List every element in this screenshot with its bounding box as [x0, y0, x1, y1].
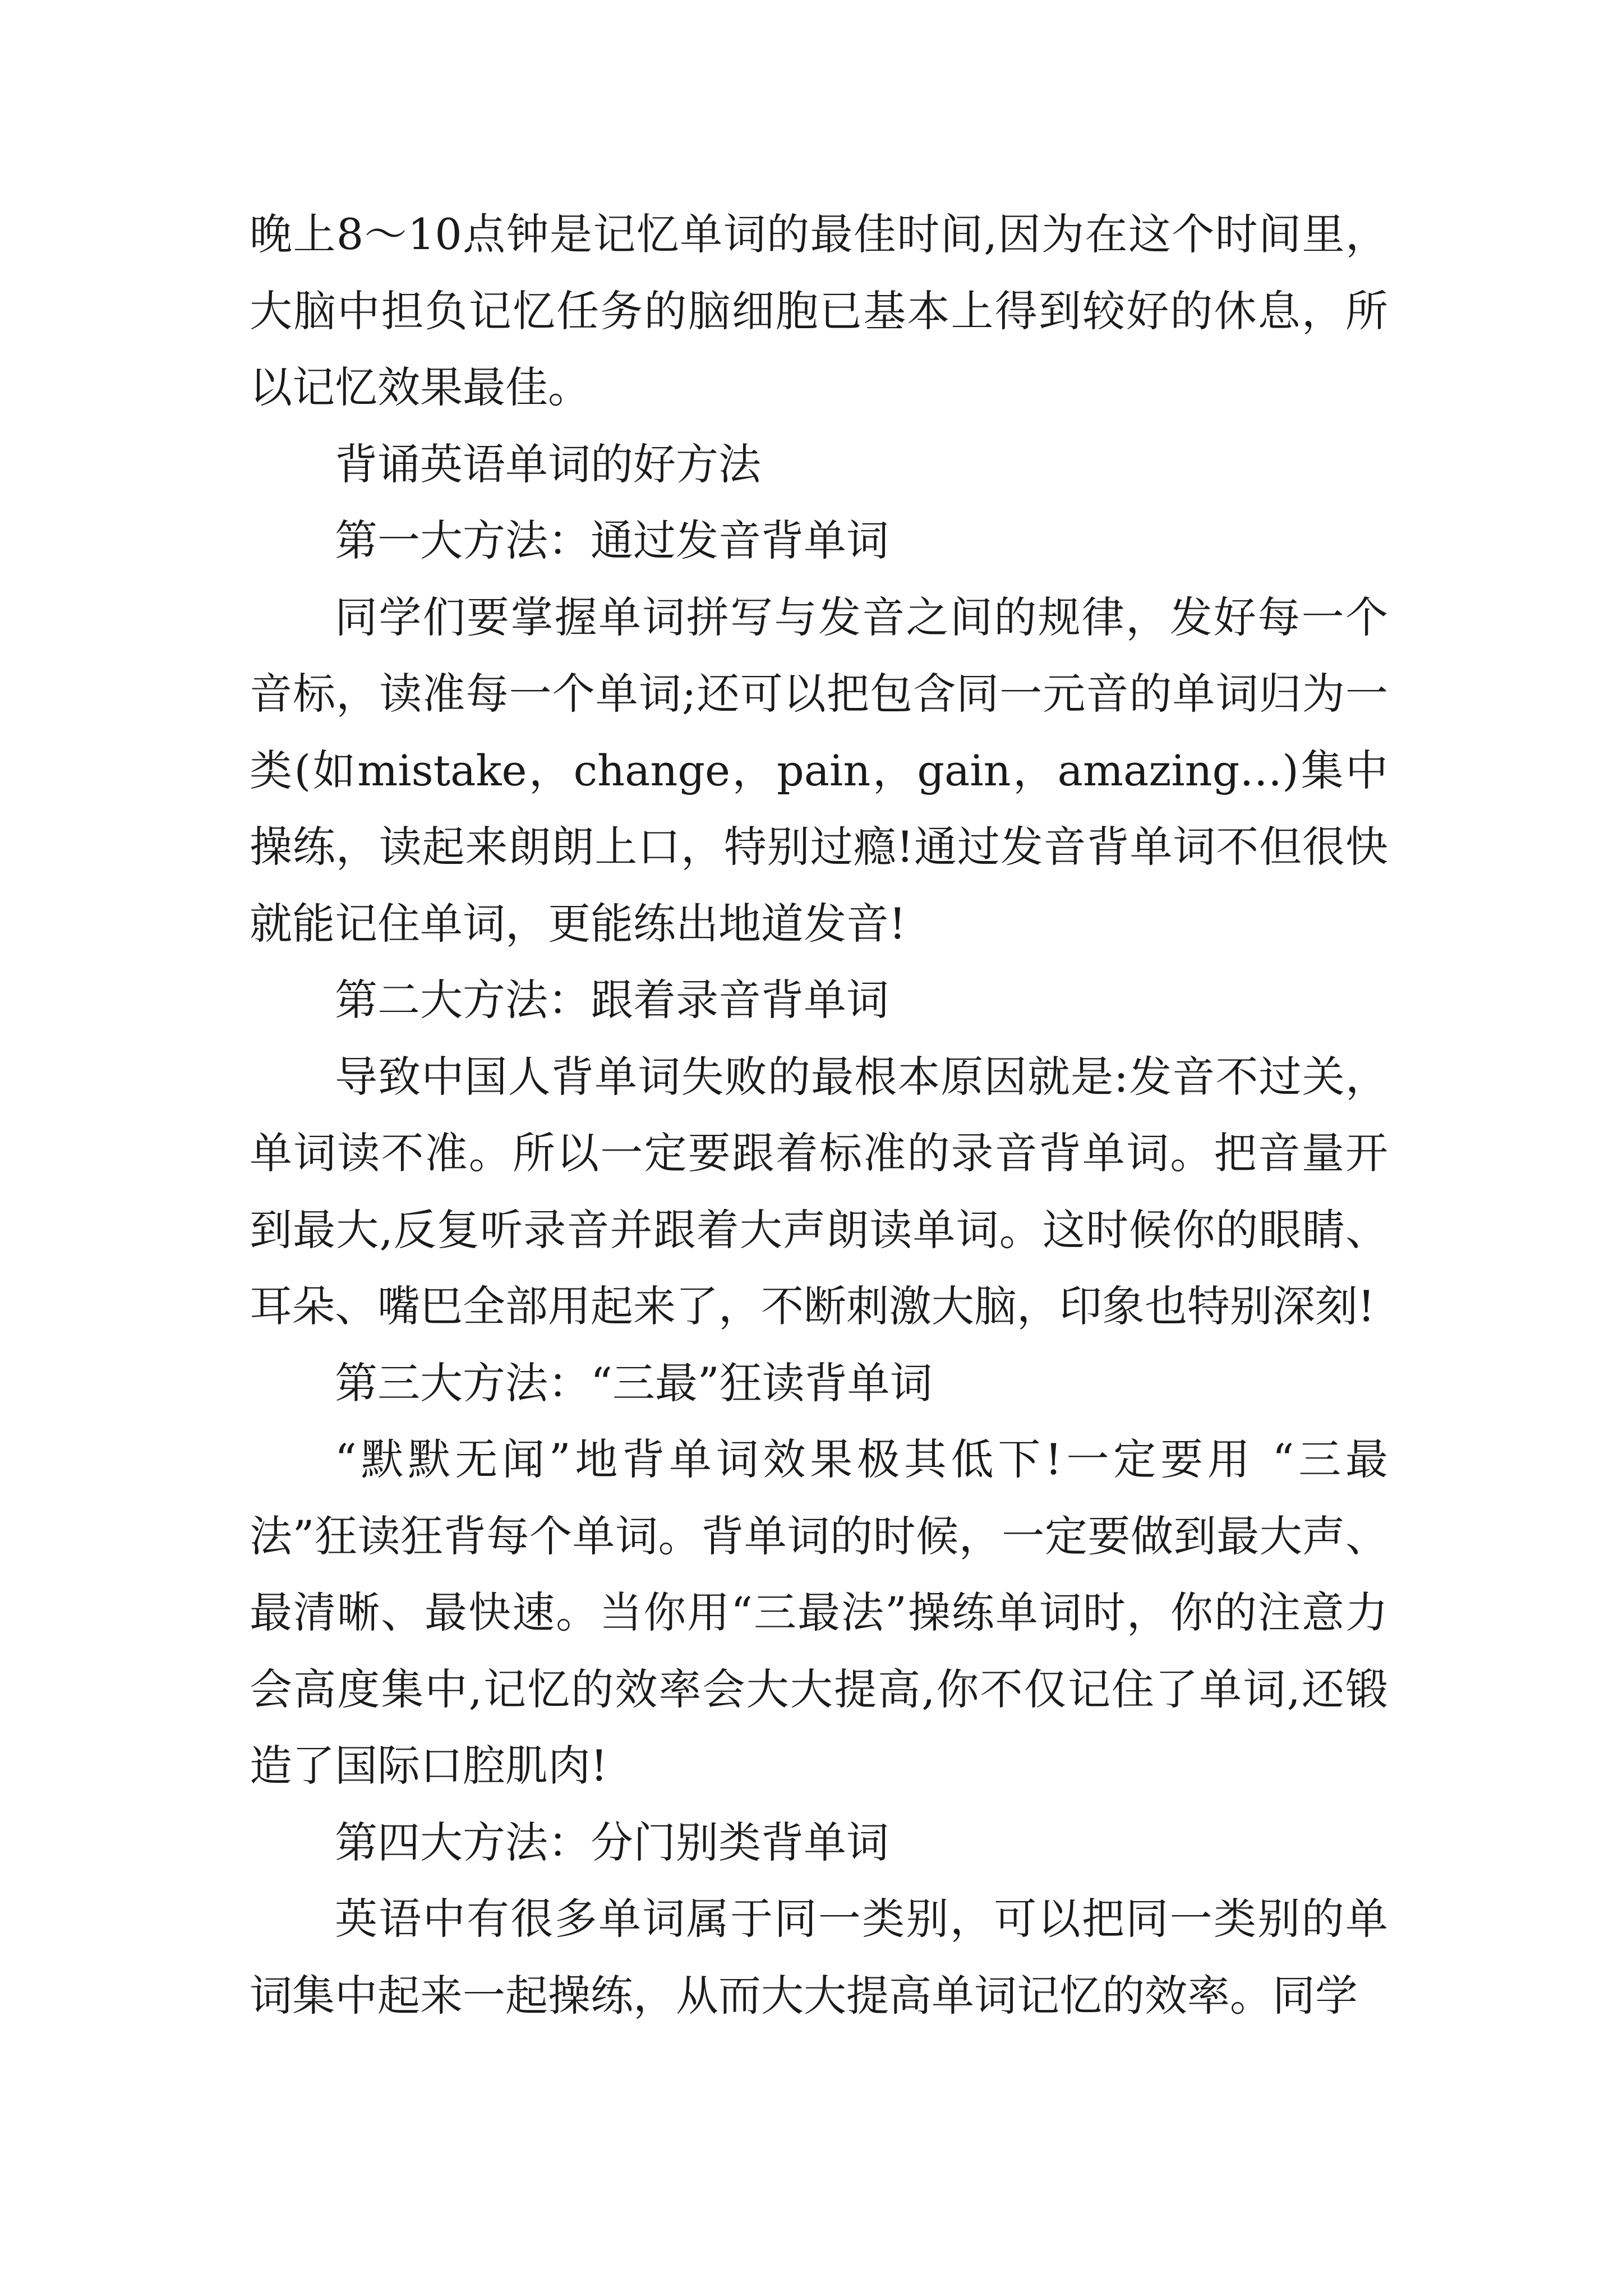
- method-2-body: 导致中国人背单词失败的最根本原因就是:发音不过关，单词读不准。所以一定要跟着标准的录音背单词。把音量开到最大,反复听录音并跟着大声朗读单词。这时候你的眼睛、耳朵、嘴巴全部用起来了，不断刺激大脑，印象也特别深刻!: [250, 1051, 1388, 1331]
- document-body: [250, 196, 1388, 2034]
- method-1-heading: 第一大方法：通过发音背单词: [335, 516, 889, 565]
- method-4-heading: 第四大方法：分门别类背单词: [335, 1817, 889, 1867]
- method-1-body: 同学们要掌握单词拼写与发音之间的规律，发好每一个音标，读准每一个单词;还可以把包含同一元音的单词归为一类(如mistake，change，pain，gain，amazing…)集中操练，读起来朗朗上口，特别过瘾!通过发音背单词不但很快就能记住单词，更能练出地道发音!: [250, 592, 1388, 949]
- section-title: 背诵英语单词的好方法: [335, 439, 761, 489]
- paragraph-intro: 晚上8～10点钟是记忆单词的最佳时间,因为在这个时间里，大脑中担负记忆任务的脑细胞已基本上得到较好的休息，所以记忆效果最佳。: [250, 209, 1388, 412]
- method-2-heading: 第二大方法：跟着录音背单词: [335, 975, 889, 1025]
- method-3-heading: 第三大方法：“三最”狂读背单词: [335, 1358, 933, 1408]
- method-4-body: 英语中有很多单词属于同一类别，可以把同一类别的单词集中起来一起操练，从而大大提高单词记忆的效率。同学: [250, 1894, 1388, 2021]
- method-3-body: “默默无闻”地背单词效果极其低下!一定要用 “三最法”狂读狂背每个单词。背单词的时候，一定要做到最大声、最清晰、最快速。当你用“三最法”操练单词时，你的注意力会高度集中,记忆的效率会大大提高,你不仅记住了单词,还锻造了国际口腔肌肉!: [250, 1434, 1388, 1791]
